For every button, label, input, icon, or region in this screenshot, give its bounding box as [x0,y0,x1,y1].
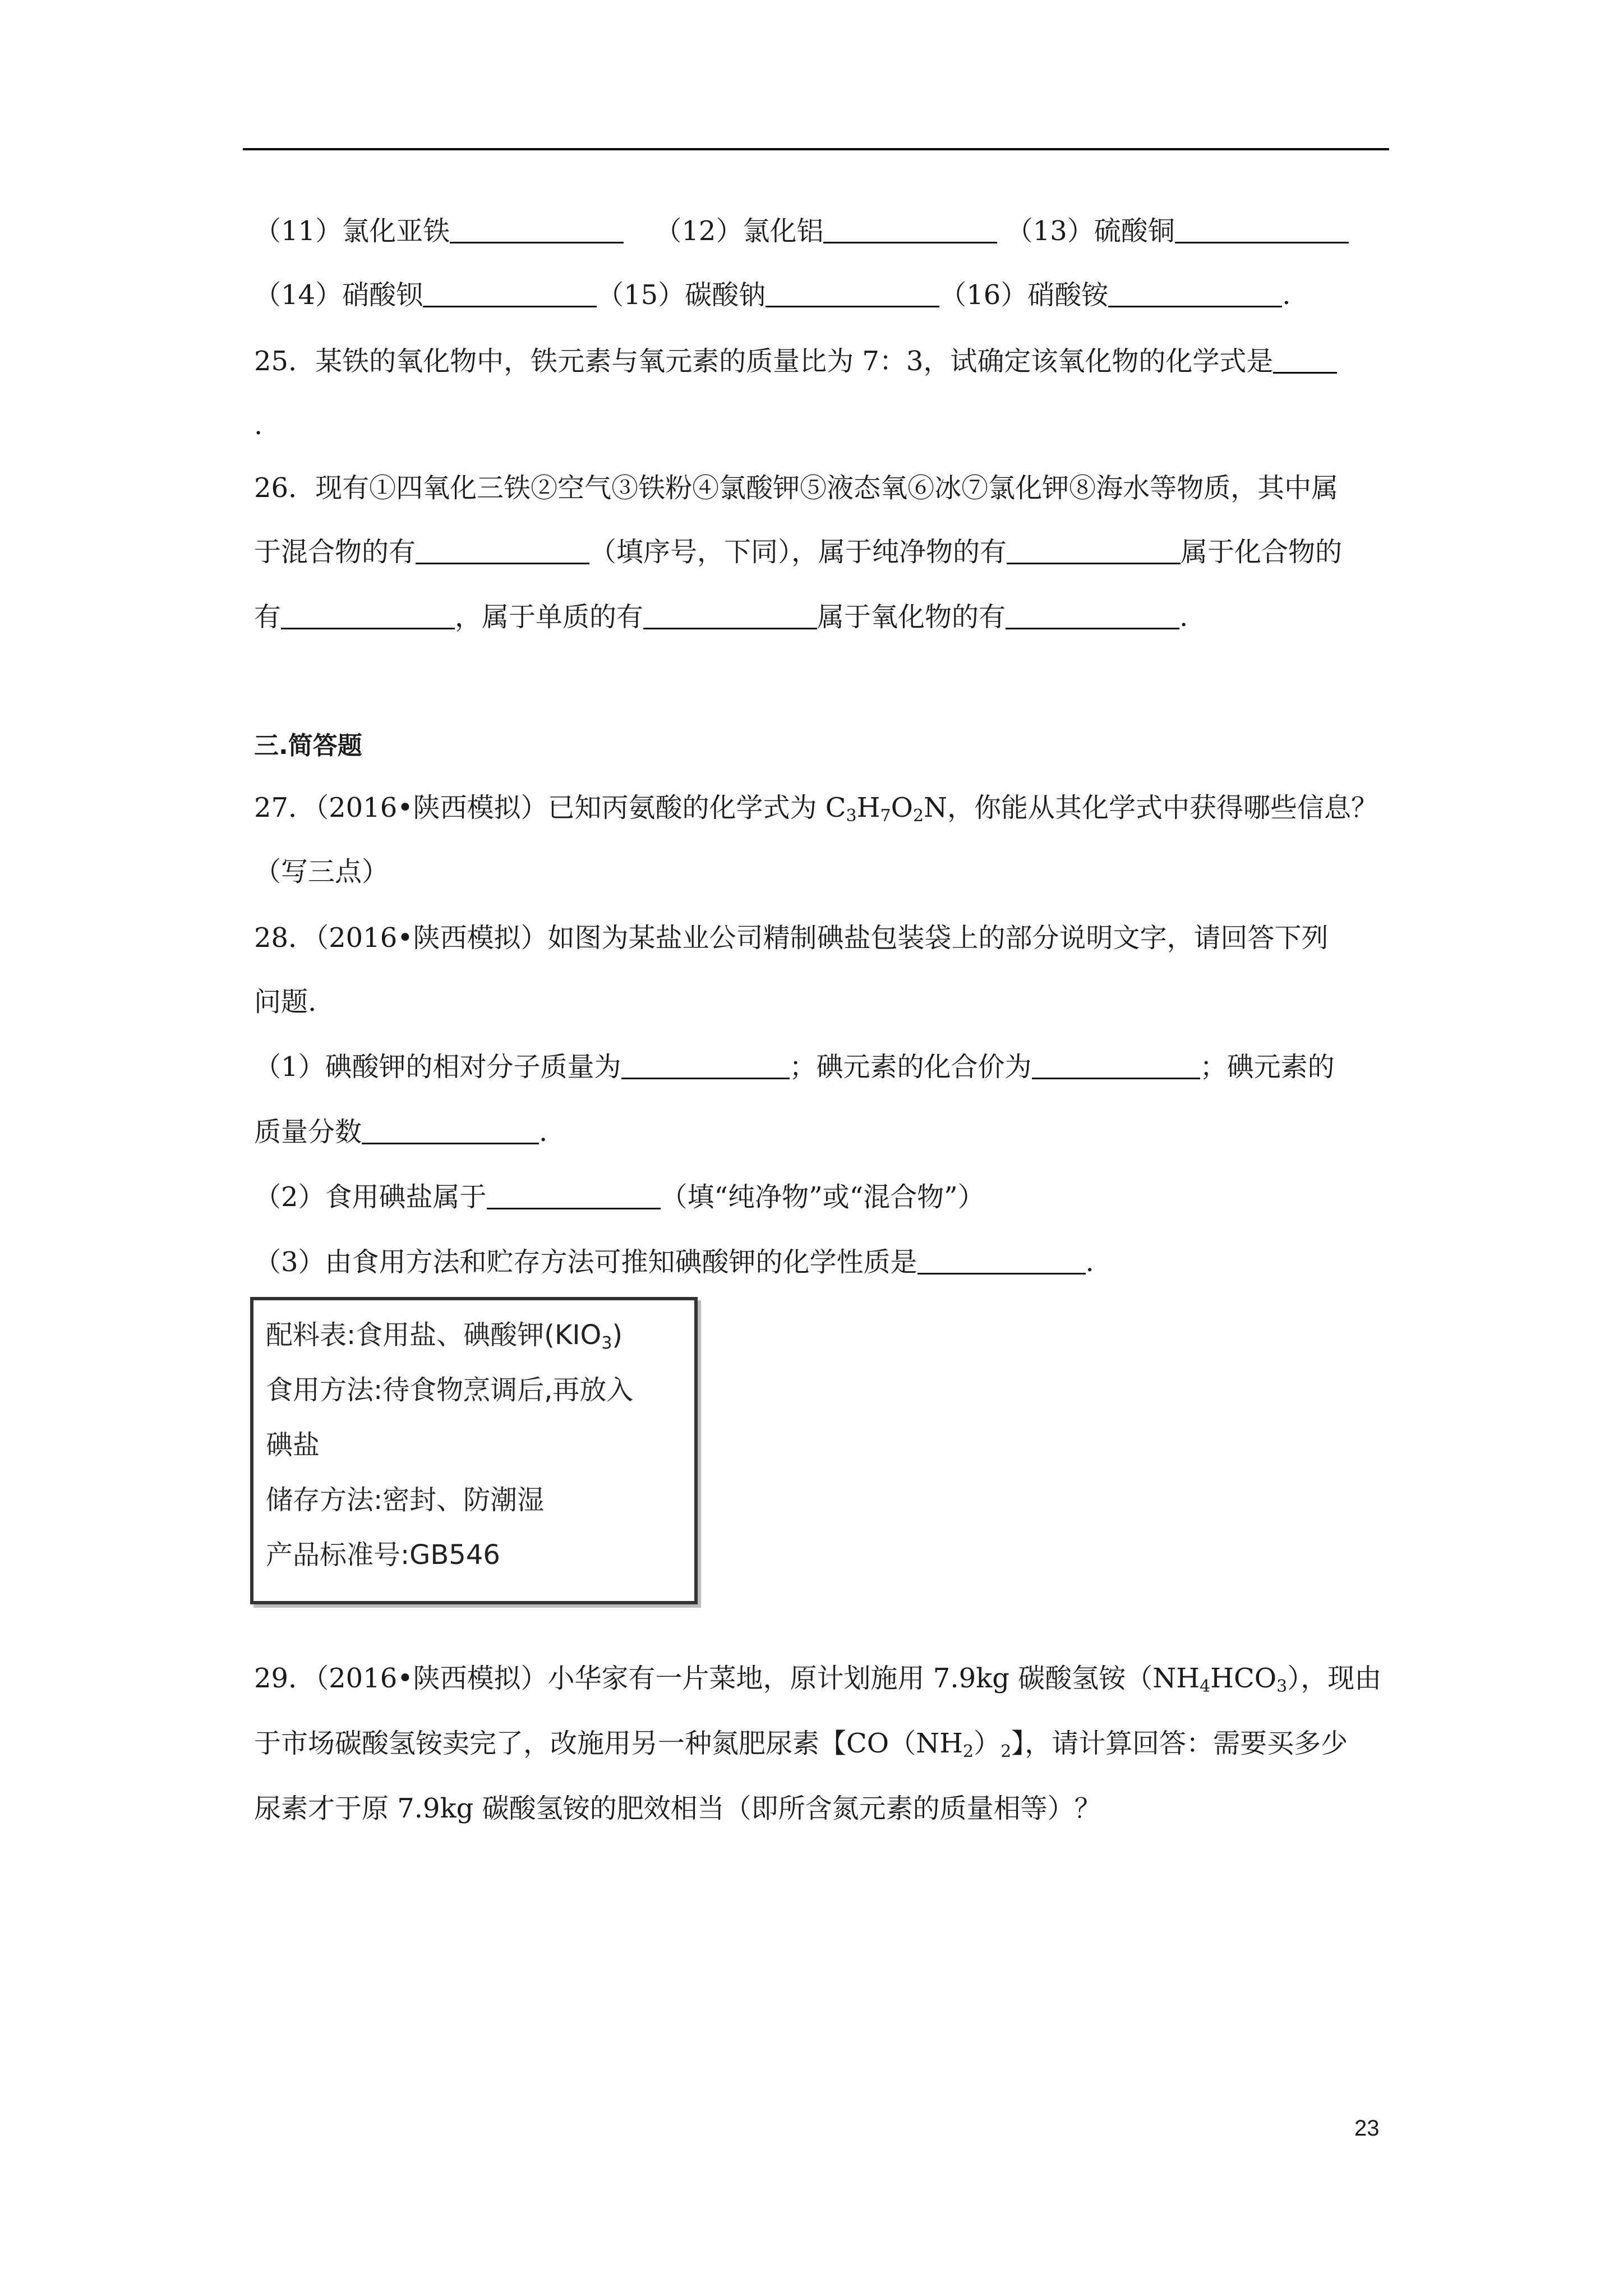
label-usage-cont: 碘盐 [266,1429,320,1461]
q29-line-3 [254,1792,1101,1825]
q24-item-12: （12）氯化铝 [654,215,824,247]
answer-blank[interactable] [281,603,455,629]
formula-subscript: 3 [601,1333,612,1353]
formula-subscript: 3 [846,806,857,826]
q27-text: 27．（2016•陕西模拟）已知丙氨酸的化学式为 C [254,792,846,823]
end-period: . [1085,1246,1094,1278]
q24-item-14: （14）硝酸钡 [254,279,423,311]
q29-text: HCO [1210,1663,1277,1694]
label-ingredients [266,1318,623,1360]
section-heading: 三.简答题 [254,731,362,760]
label-storage: 储存方法:密封、防潮湿 [266,1484,545,1516]
q29-text: ），现由 [1287,1663,1382,1694]
formula-subscript: 2 [1000,1742,1012,1761]
answer-blank[interactable] [1006,603,1179,629]
q28-part-3 [254,1245,1094,1279]
answer-blank[interactable] [1175,217,1349,243]
q26-text: 有 [254,601,282,633]
q26-line-1 [254,471,1338,505]
q29-text: 】，请计算回答：需要买多少 [1011,1728,1348,1759]
q28-line-2 [254,985,316,1019]
formula-element: O [891,792,913,823]
formula-subscript: 7 [880,806,891,826]
answer-blank[interactable] [823,217,997,243]
q29-line-1 [254,1662,1381,1704]
q28-part-1 [254,1050,1335,1084]
answer-blank[interactable] [487,1183,661,1209]
q26-line-3 [254,600,1188,634]
formula-subscript: 2 [962,1742,974,1761]
answer-blank[interactable] [917,1248,1086,1274]
formula-subscript: 3 [1276,1677,1288,1696]
q28-text: （1）碘酸钾的相对分子质量为 [254,1051,621,1083]
q25-line-1 [254,344,1337,378]
q24-item-16: （16）硝酸铵 [939,279,1109,311]
q28-text: （2）食用碘盐属于 [254,1181,487,1213]
q28-text: 质量分数 [254,1116,362,1148]
q26-line-2 [254,535,1342,569]
q27-line-1 [254,791,1378,833]
q28-part-1-cont [254,1115,547,1149]
end-period: . [1282,279,1291,311]
page-number: 23 [1354,2116,1380,2141]
q28-text: 28．（2016•陕西模拟）如图为某盐业公司精制碘盐包装袋上的部分说明文字，请回答下列 [254,922,1329,954]
label-standard: 产品标准号:GB546 [266,1539,500,1571]
q28-text: （3）由食用方法和贮存方法可推知碘酸钾的化学性质是 [254,1246,917,1278]
label-text: ) [612,1319,623,1351]
formula-element: H [856,792,880,823]
label-usage: 食用方法:待食物烹调后,再放入 [266,1374,634,1406]
q28-text: ；碘元素的 [1200,1051,1335,1083]
answer-blank[interactable] [621,1053,790,1079]
end-period: . [1179,601,1188,633]
q29-text: 于市场碳酸氢铵卖完了，改施用另一种氮肥尿素【CO（NH [254,1728,963,1759]
answer-blank[interactable] [1273,347,1337,374]
formula-subscript: 2 [912,806,924,826]
q26-text: 属于化合物的 [1181,536,1343,568]
answer-blank[interactable] [1007,538,1181,564]
q24-item-13: （13）硫酸铜 [1006,215,1175,247]
answer-blank[interactable] [1032,1053,1200,1079]
end-period: . [254,409,263,441]
formula-subscript: 4 [1200,1677,1211,1696]
q26-text: 26．现有①四氧化三铁②空气③铁粉④氯酸钾⑤液态氧⑥冰⑦氯化钾⑧海水等物质，其中属 [254,472,1339,504]
q27-text: N，你能从其化学式中获得哪些信息？ [924,792,1378,823]
q26-text: 于混合物的有 [254,536,416,568]
answer-blank[interactable] [450,217,624,243]
q29-text: 尿素才于原 7.9kg 碳酸氢铵的肥效相当（即所含氮元素的质量相等）？ [254,1793,1101,1824]
q25-line-2 [254,408,262,442]
header-rule [243,148,1389,150]
q24-row-1 [254,214,1349,248]
q27-text: （写三点） [254,856,389,887]
q24-item-15: （15）碳酸钠 [597,279,766,311]
answer-blank[interactable] [643,603,817,629]
answer-blank[interactable] [362,1118,539,1144]
answer-blank[interactable] [416,538,589,564]
answer-blank[interactable] [423,281,597,307]
q28-line-1 [254,921,1329,955]
q28-part-2 [254,1180,985,1214]
q28-text: 问题. [254,986,317,1018]
q29-text: 29．（2016•陕西模拟）小华家有一片菜地，原计划施用 7.9kg 碳酸氢铵（NH [254,1663,1200,1694]
answer-blank[interactable] [766,281,939,307]
q24-row-2 [254,278,1291,312]
q26-text: （填序号，下同），属于纯净物的有 [589,536,1007,568]
q28-text: ；碘元素的化合价为 [789,1051,1032,1083]
end-period: . [539,1116,548,1148]
q29-line-2 [254,1727,1348,1769]
answer-blank[interactable] [1108,281,1282,307]
q28-text: （填“纯净物”或“混合物”） [660,1181,985,1213]
salt-package-label [250,1297,698,1604]
q26-text: ，属于单质的有 [455,601,644,633]
q29-text: ） [974,1728,1001,1759]
label-text: 配料表:食用盐、碘酸钾(KIO [266,1319,602,1351]
q27-line-2 [254,855,389,889]
q26-text: 属于氧化物的有 [817,601,1006,633]
q24-item-11: （11）氯化亚铁 [254,215,450,247]
q25-text: 25．某铁的氧化物中，铁元素与氧元素的质量比为 7：3，试确定该氧化物的化学式是 [254,346,1274,377]
